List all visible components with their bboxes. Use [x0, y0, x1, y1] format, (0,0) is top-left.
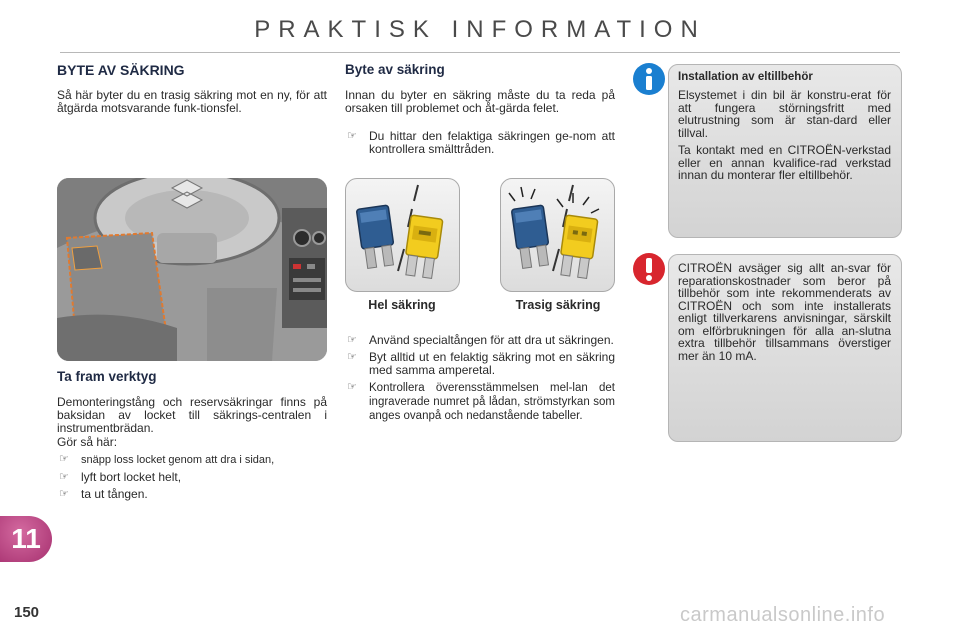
step-text: ta ut tången. [81, 487, 148, 501]
pointing-hand-icon: ☞ [347, 334, 357, 346]
chapter-tab: 11 [0, 516, 52, 562]
pointing-hand-icon: ☞ [347, 130, 357, 142]
middle-bullet-list-2 [345, 334, 615, 427]
list-item [57, 453, 332, 467]
pointing-hand-icon: ☞ [59, 471, 69, 483]
header-divider [60, 52, 900, 53]
dashboard-photo [57, 178, 327, 361]
step-text: snäpp loss locket genom att dra i sidan, [81, 454, 275, 466]
left-intro-text: Så här byter du en trasig säkring mot en ny, för att åtgärda motsvarande funk-tionsfel. [57, 88, 327, 115]
page-header-title: PRAKTISK INFORMATION [254, 16, 706, 43]
list-item [345, 334, 615, 347]
tools-steps-list [57, 453, 332, 505]
broken-fuse-drawing [501, 179, 614, 291]
pointing-hand-icon: ☞ [59, 488, 69, 500]
info-box-title: Installation av eltillbehör [678, 71, 813, 83]
dashboard-illustration [57, 178, 327, 361]
broken-fuse-illustration [500, 178, 615, 292]
info-box-paragraph-1: Elsystemet i din bil är konstru-erat för att fungera störningsfritt med elutrustning som är stan-dard eller tillval. [678, 88, 891, 140]
list-item [345, 381, 615, 423]
howto-text: Gör så här: [57, 435, 118, 449]
list-item [57, 471, 332, 484]
bullet-text: Använd specialtången för att dra ut säkringen. [369, 333, 614, 347]
caption-good-fuse: Hel säkring [368, 298, 436, 312]
section-heading-fuse-replacement: BYTE AV SÄKRING [57, 62, 185, 78]
step-text: lyft bort locket helt, [81, 470, 182, 484]
warning-icon [632, 252, 666, 286]
bullet-text: Byt alltid ut en felaktig säkring mot en säkring med samma amperetal. [369, 350, 615, 377]
pointing-hand-icon: ☞ [59, 453, 69, 465]
middle-intro-text: Innan du byter en säkring måste du ta reda på orsaken till problemet och åt-gärda felet. [345, 88, 615, 115]
warning-box [668, 254, 902, 442]
pointing-hand-icon: ☞ [347, 381, 357, 393]
middle-bullet-list-1 [345, 130, 615, 160]
list-item [57, 488, 332, 501]
pointing-hand-icon: ☞ [347, 351, 357, 363]
section-heading-tools: Ta fram verktyg [57, 369, 157, 384]
watermark: carmanualsonline.info [680, 604, 886, 626]
section-heading-replace-fuse: Byte av säkring [345, 62, 445, 77]
info-icon [632, 62, 666, 96]
list-item [345, 351, 615, 377]
list-item [345, 130, 615, 156]
tools-text: Demonteringstång och reservsäkringar finns på baksidan av locket till säkrings-centralen i instrumentbrädan. [57, 395, 327, 435]
page-number: 150 [14, 604, 40, 621]
good-fuse-illustration [345, 178, 460, 292]
info-box [668, 64, 902, 238]
good-fuse-drawing [346, 179, 459, 291]
warning-box-text: CITROËN avsäger sig allt an-svar för reparationskostnader som beror på tillbehör som inte rekommenderats av CITROËN och som inte installerats enligt tillverkarens anvisningar, särskilt om elförbrukningen för alla an-slutna extra tillbehör tillsammans överstiger mer än 10 mA. [678, 261, 891, 363]
info-box-paragraph-2: Ta kontakt med en CITROËN-verkstad eller en annan kvalifice-rad verkstad innan du monterar fler eltillbehör. [678, 143, 891, 182]
bullet-text: Kontrollera överensstämmelsen mel-lan det ingraverade numret på lådan, strömstyrkan som anges ovanpå och nedanstående tabeller. [369, 382, 615, 422]
caption-broken-fuse: Trasig säkring [515, 298, 601, 312]
bullet-text: Du hittar den felaktiga säkringen ge-nom att kontrollera smälttråden. [369, 129, 615, 156]
